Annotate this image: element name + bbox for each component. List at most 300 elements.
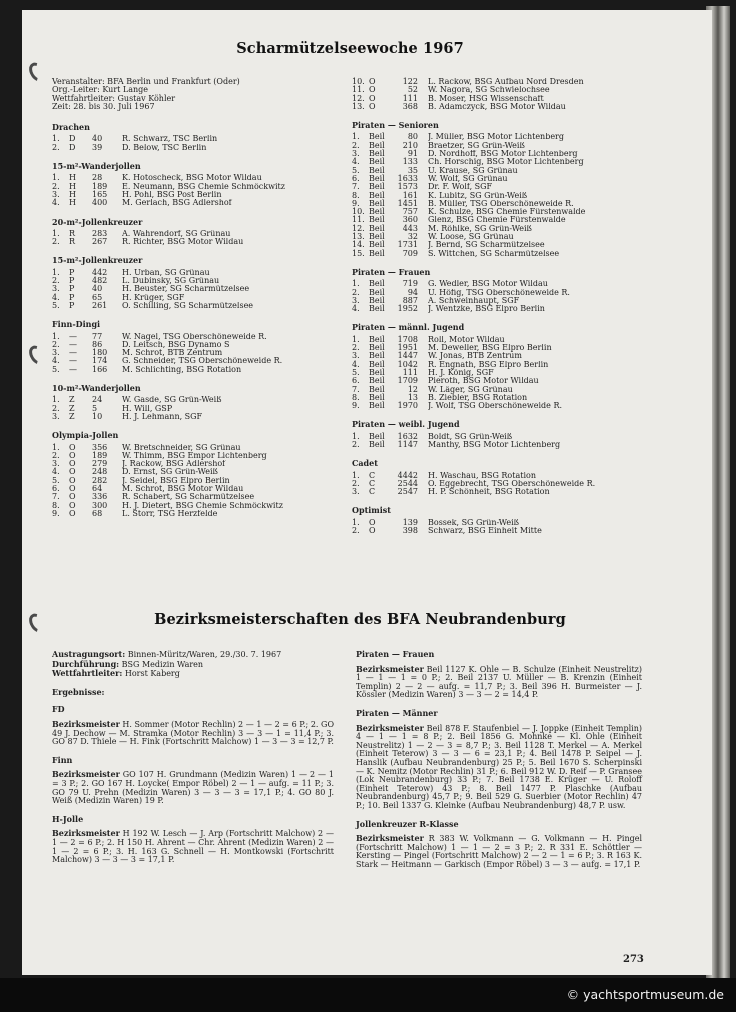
sailor-club: K. Lubitz, SG Grün-Weiß — [428, 191, 528, 200]
sailor-club: G. Schneider, TSG Oberschöneweide R. — [122, 357, 283, 366]
meta-line: Wettfahrtleiter: Gustav Köhler — [52, 93, 176, 103]
right-results — [352, 121, 612, 535]
champion-label: Bezirksmeister — [356, 663, 424, 674]
class-letter: O — [369, 526, 376, 536]
sailor-club: M. Gerlach, BSG Adlershof — [122, 199, 232, 208]
sailor-club: Glenz, BSG Chemie Fürstenwalde — [428, 216, 566, 225]
sailor-club: J. Seidel, BSG Elpro Berlin — [122, 476, 230, 485]
rank: 3. — [52, 348, 60, 358]
sail-number: 210 — [402, 140, 418, 150]
rank: 13. — [352, 101, 365, 111]
rank: 7. — [52, 492, 60, 502]
result-row — [352, 142, 612, 150]
sail-number: 174 — [92, 356, 108, 366]
result-row — [352, 150, 612, 158]
class-letter: Beil — [369, 165, 385, 175]
class-letter: Beil — [369, 215, 385, 225]
sail-number: 757 — [402, 207, 418, 217]
sailor-club: Bossek, SG Grün-Weiß — [428, 518, 519, 527]
meta-label: Durchführung: — [52, 658, 120, 669]
sailor-club: R. Richter, BSG Motor Wildau — [122, 238, 244, 247]
result-section — [352, 459, 612, 496]
result-row — [352, 386, 612, 394]
result-row — [352, 225, 612, 233]
sailor-club: B. Adamczyck, BSG Motor Wildau — [428, 102, 566, 111]
class-letter: Beil — [369, 367, 385, 377]
champion-label: Bezirksmeister — [52, 718, 120, 729]
class-letter: R — [69, 237, 76, 247]
champion-label: Bezirksmeister — [356, 722, 424, 733]
result-section — [52, 256, 352, 310]
class-letter: Beil — [369, 132, 385, 142]
sailor-club: U. Höfig, TSG Oberschöneweide R. — [428, 288, 570, 297]
rank: 4. — [52, 356, 60, 366]
sail-number: 1709 — [397, 376, 418, 386]
section-heading: 15-m²-Wanderjollen — [52, 161, 141, 172]
sail-number: 80 — [407, 132, 418, 142]
bezirk-meta — [52, 650, 334, 679]
sailor-club: M. Deweller, BSG Elpro Berlin — [428, 344, 552, 353]
result-row — [52, 510, 352, 518]
sailor-club: H. Pohl, BSG Post Berlin — [122, 190, 222, 199]
class-letter: Beil — [369, 334, 385, 344]
class-letter: H — [69, 198, 76, 208]
rank: 7. — [352, 182, 360, 192]
class-result — [52, 770, 334, 805]
class-heading: Finn — [52, 754, 73, 765]
champion-label: Bezirksmeister — [52, 828, 120, 839]
rank: 5. — [52, 475, 60, 485]
result-row — [352, 344, 612, 352]
sail-number: 4442 — [397, 470, 418, 480]
sailor-club: M. Schrot, BSG Motor Wildau — [122, 484, 244, 493]
rank: 2. — [352, 439, 360, 449]
rank: 11. — [352, 215, 365, 225]
sail-number: 356 — [92, 442, 108, 452]
result-text: H 192 W. Lesch — J. Arp (Fortschritt Malchow) 2 — 1 — 2 = 6 P.; 2. H 150 H. Ahrent — Chr. Ahrent (Medizin Waren) 2 — 1 — 2 = 6 P.; 3. H. 163 G. Schnell — H. Montkowski (Fortschritt Malchow) 3 — 3 — 3 = 17,1 P. — [52, 829, 334, 865]
result-section — [52, 431, 352, 518]
sailor-club: M. Schlichting, BSG Rotation — [122, 365, 242, 374]
rank: 1. — [352, 431, 360, 441]
rank: 15. — [352, 248, 365, 258]
meta-line: Veranstalter: BFA Berlin und Frankfurt (Oder) — [52, 77, 240, 86]
rank: 14. — [352, 240, 365, 250]
class-letter: O — [69, 475, 76, 485]
sail-number: 261 — [92, 300, 108, 310]
rank: 1. — [352, 334, 360, 344]
result-row — [352, 352, 612, 360]
section-heading: Finn-Dingi — [52, 319, 101, 330]
punch-hole-mark-bottom — [26, 611, 48, 635]
rank: 3. — [52, 284, 60, 294]
result-row — [52, 413, 352, 421]
result-row — [352, 86, 612, 94]
sailor-club: E. Neumann, BSG Chemie Schmöckwitz — [122, 182, 285, 191]
result-row — [352, 369, 612, 377]
sail-number: 5 — [92, 403, 98, 413]
section-heading: Olympia-Jollen — [52, 430, 119, 441]
result-rows — [52, 174, 352, 207]
class-letter: O — [369, 77, 376, 86]
rank: 4. — [52, 292, 60, 302]
class-letter: P — [69, 267, 75, 277]
class-letter: P — [69, 292, 75, 302]
sail-number: 282 — [92, 475, 108, 485]
section-heading: 10-m²-Wanderjollen — [52, 383, 141, 394]
result-row — [352, 433, 612, 441]
sailor-club: K. Hotoscheck, BSG Motor Wildau — [122, 174, 262, 183]
sail-number: 24 — [92, 395, 103, 405]
sail-number: 398 — [402, 526, 418, 536]
result-rows — [52, 230, 352, 247]
sailor-club: Schwarz, BSG Einheit Mitte — [428, 527, 542, 536]
class-letter: — — [69, 364, 77, 374]
class-letter: Beil — [369, 232, 385, 242]
sailor-club: H. P. Schönheit, BSG Rotation — [428, 488, 550, 497]
class-letter: O — [369, 517, 376, 527]
result-row — [352, 95, 612, 103]
section-heading: Piraten — Senioren — [352, 120, 439, 131]
sail-number: 28 — [92, 173, 103, 183]
class-result — [52, 829, 334, 864]
rank: 6. — [352, 173, 360, 183]
rank: 4. — [352, 304, 360, 314]
result-row — [352, 289, 612, 297]
section-heading: Piraten — Frauen — [352, 266, 431, 277]
sail-number: 360 — [402, 215, 418, 225]
class-letter: — — [69, 348, 77, 358]
class-heading: Piraten — Frauen — [356, 649, 435, 659]
class-letter: Beil — [369, 343, 385, 353]
class-result — [356, 665, 642, 700]
rank: 3. — [52, 411, 60, 421]
bezirk-right-results — [356, 650, 642, 869]
class-letter: Beil — [369, 149, 385, 159]
sail-number: 165 — [92, 189, 108, 199]
result-row — [352, 519, 612, 527]
bezirk-left-column — [52, 650, 334, 874]
sailor-club: W. Loose, SG Grünau — [428, 233, 514, 242]
rank: 1. — [52, 331, 60, 341]
rank: 4. — [52, 198, 60, 208]
result-row — [352, 402, 612, 410]
sailor-club: J. Bernd, SG Scharmützelsee — [428, 241, 545, 250]
section-heading: Cadet — [352, 458, 378, 469]
class-letter: P — [69, 300, 75, 310]
class-heading: Jollenkreuzer R-Klasse — [356, 818, 459, 829]
sailor-club: O. Schilling, SG Scharmützelsee — [122, 301, 254, 310]
class-letter: O — [369, 101, 376, 111]
sailor-club: A. Wahrendorf, SG Grünau — [122, 229, 231, 238]
class-heading: FD — [52, 704, 65, 715]
rank: 5. — [52, 300, 60, 310]
result-row — [352, 480, 612, 488]
sailor-club: W. Wolf, SG Grünau — [428, 174, 508, 183]
sail-number: 368 — [402, 101, 418, 111]
sailor-club: O. Eggebrecht, TSG Oberschöneweide R. — [428, 479, 596, 488]
sail-number: 443 — [402, 223, 418, 233]
class-letter: — — [69, 339, 77, 349]
sail-number: 94 — [407, 287, 418, 297]
sail-number: 1451 — [397, 198, 418, 208]
result-rows — [352, 519, 612, 536]
rank: 10. — [352, 207, 365, 217]
result-rows — [352, 433, 612, 450]
sail-number: 86 — [92, 339, 103, 349]
result-rows — [52, 269, 352, 310]
sail-number: 39 — [92, 142, 103, 152]
rank: 2. — [52, 339, 60, 349]
sail-number: 68 — [92, 508, 103, 518]
result-section — [352, 420, 612, 449]
sail-number: 91 — [407, 149, 418, 159]
rank: 12. — [352, 93, 365, 103]
result-text: GO 107 H. Grundmann (Medizin Waren) 1 — 2 — 1 = 3 P.; 2. GO 167 H. Loycke( Empor Röbel) 2 — 1 — aufg. = 11 P.; 3. GO 79 U. Prehn (Medizin Waren) 3 — 3 — 3 = 17,1 P.; 4. GO 80 J. Weiß (Medizin Waren) 19 P. — [52, 770, 334, 806]
result-row — [52, 366, 352, 374]
rank: 1. — [352, 517, 360, 527]
class-letter: Beil — [369, 384, 385, 394]
rank: 3. — [352, 149, 360, 159]
sailor-club: B. Müller, TSG Oberschöneweide R. — [428, 199, 574, 208]
sail-number: 1633 — [397, 173, 418, 183]
sailor-club: R. Schabert, SG Scharmützelsee — [122, 493, 255, 502]
sail-number: 32 — [407, 232, 418, 242]
sailor-club: G. Wedler, BSG Motor Wildau — [428, 280, 548, 289]
sailor-club: M. Schrot, BTB Zentrum — [122, 349, 223, 358]
sailor-club: W. Gasde, SG Grün-Weiß — [122, 396, 222, 405]
rank: 3. — [52, 459, 60, 469]
rank: 2. — [52, 403, 60, 413]
result-section — [352, 121, 612, 258]
result-section — [52, 384, 352, 421]
result-rows — [52, 333, 352, 374]
rank: 3. — [352, 351, 360, 361]
right-column — [352, 78, 612, 535]
sail-number: 161 — [402, 190, 418, 200]
sailor-club: W. Nagora, SG Schwielochsee — [428, 86, 550, 95]
champion-label: Bezirksmeister — [356, 833, 424, 844]
sailor-club: K. Schulze, BSG Chemie Fürstenwalde — [428, 208, 586, 217]
rank: 2. — [52, 181, 60, 191]
sailor-club: J. Müller, BSG Motor Lichtenberg — [428, 133, 565, 142]
rank: 1. — [352, 279, 360, 289]
class-letter: Beil — [369, 240, 385, 250]
result-rows — [352, 472, 612, 497]
rank: 2. — [52, 450, 60, 460]
result-row — [352, 377, 612, 385]
section-heading: Drachen — [52, 122, 90, 133]
title-bezirksmeisterschaften: Bezirksmeisterschaften des BFA Neubrandenburg — [154, 611, 566, 628]
sail-number: 887 — [402, 295, 418, 305]
sail-number: 2544 — [397, 478, 418, 488]
class-letter: O — [69, 467, 76, 477]
result-row — [352, 472, 612, 480]
class-letter: O — [369, 93, 376, 103]
sail-number: 139 — [402, 517, 418, 527]
class-letter: P — [69, 284, 75, 294]
sail-number: 1731 — [397, 240, 418, 250]
sailor-club: Roll, Motor Wildau — [428, 335, 505, 344]
meta-value: Horst Kaberg — [124, 669, 180, 679]
section-heading: Optimist — [352, 505, 391, 516]
class-letter: Beil — [369, 223, 385, 233]
meta-line — [52, 669, 334, 679]
sail-number: 1573 — [397, 182, 418, 192]
sailor-club: H. J. Dietert, BSG Chemie Schmöckwitz — [122, 501, 283, 510]
sailor-club: D. Ernst, SG Grün-Weiß — [122, 468, 218, 477]
sailor-club: R. Engnath, BSG Elpro Berlin — [428, 360, 549, 369]
rank: 1. — [52, 395, 60, 405]
class-letter: Beil — [369, 173, 385, 183]
rank: 9. — [352, 401, 360, 411]
class-letter: H — [69, 189, 76, 199]
rank: 8. — [352, 392, 360, 402]
rank: 1. — [52, 228, 60, 238]
rank: 12. — [352, 223, 365, 233]
sailor-club: U. Krause, SG Grünau — [428, 166, 518, 175]
rank: 6. — [352, 376, 360, 386]
rank: 9. — [52, 508, 60, 518]
rank: 1. — [52, 134, 60, 144]
meta-label: Austragungsort: — [52, 649, 126, 659]
result-section — [352, 323, 612, 410]
result-text: R 383 W. Volkmann — G. Volkmann — H. Pingel (Fortschritt Malchow) 1 — 1 — 2 = 3 P.; 2. R 331 E. Schöttler — Kersting — Pingel (Fortschritt Malchow) 2 — 2 — 1 = 6 P.; 3. R 163 K. Stark — Heitmann — Garkisch (Empor Röbel) 3 — 3 — aufg. = 17,1 P. — [356, 834, 643, 869]
rank: 2. — [352, 287, 360, 297]
class-heading: Piraten — Männer — [356, 707, 438, 718]
sail-number: 482 — [92, 276, 108, 286]
rank: 1. — [52, 173, 60, 183]
class-letter: D — [69, 134, 76, 144]
sail-number: 133 — [402, 157, 418, 167]
sail-number: 111 — [402, 93, 418, 103]
sailor-club: H. J. König, SGF — [428, 368, 494, 377]
class-letter: C — [369, 487, 376, 497]
result-row — [52, 302, 352, 310]
rank: 4. — [52, 467, 60, 477]
rank: 1. — [352, 470, 360, 480]
sail-number: 1970 — [397, 401, 418, 411]
class-letter: Beil — [369, 182, 385, 192]
sailor-club: W. Nagel, TSG Oberschöneweide R. — [122, 332, 267, 341]
punch-hole-mark-middle — [26, 343, 48, 367]
class-letter: Z — [69, 411, 75, 421]
result-row — [352, 233, 612, 241]
sail-number: 111 — [402, 367, 418, 377]
result-text: H. Sommer (Motor Rechlin) 2 — 1 — 2 = 6 P.; 2. GO 49 J. Dechow — M. Stramka (Motor Rechlin) 3 — 3 — 1 = 11,4 P.; 3. GO 87 D. Thiele — H. Fink (Fortschritt Malchow) 1 — 3 — 3 = 12,7 P. — [52, 719, 335, 747]
rank: 2. — [352, 526, 360, 536]
class-result — [52, 720, 334, 747]
left-column — [52, 78, 352, 518]
rank: 5. — [352, 367, 360, 377]
class-letter: O — [69, 508, 76, 518]
sailor-club: W. Bretschneider, SG Grünau — [122, 443, 241, 452]
sail-number: 2547 — [397, 487, 418, 497]
class-result — [356, 724, 642, 811]
bezirk-left-results — [52, 705, 334, 864]
class-letter: Beil — [369, 351, 385, 361]
sail-number: 35 — [407, 165, 418, 175]
sail-number: 1447 — [397, 351, 418, 361]
meta-value: BSG Medizin Waren — [121, 659, 204, 669]
class-letter: Beil — [369, 279, 385, 289]
class-letter: Beil — [369, 304, 385, 314]
sailor-club: W. Thimm, BSG Empor Lichtenberg — [122, 451, 267, 460]
sailor-club: R. Schwarz, TSC Berlin — [122, 135, 218, 144]
result-row — [352, 336, 612, 344]
result-row — [52, 238, 352, 246]
class-letter: Beil — [369, 198, 385, 208]
rank: 5. — [52, 364, 60, 374]
sail-number: 64 — [92, 483, 103, 493]
result-row — [52, 199, 352, 207]
sail-number: 1042 — [397, 359, 418, 369]
sailor-club: D. Nordhoff, BSG Motor Lichtenberg — [428, 150, 578, 159]
sail-number: 336 — [92, 492, 108, 502]
result-row — [352, 158, 612, 166]
class-letter: Beil — [369, 376, 385, 386]
sailor-club: H. Will, GSP — [122, 404, 173, 413]
class-letter: Beil — [369, 157, 385, 167]
rank: 2. — [52, 276, 60, 286]
meta-line: Org.-Leiter: Kurt Lange — [52, 85, 148, 95]
sail-number: 13 — [407, 392, 418, 402]
rank: 5. — [352, 165, 360, 175]
result-text: Beil 1127 K. Ohle — B. Schulze (Einheit Neustrelitz) 1 — 1 — 1 = 0 P.; 2. Beil 2137 U. Müller — B. Krenzin (Einheit Templin) 2 — 2 — aufg. = 11,7 P.; 3. Beil 396 H. Burmeister — J. Kössler (Medizin Waren) 3 — 3 — 2 = 14,4 P. — [356, 664, 643, 700]
class-letter: D — [69, 142, 76, 152]
sail-number: 166 — [92, 364, 108, 374]
class-letter: Beil — [369, 431, 385, 441]
rank: 6. — [52, 483, 60, 493]
olympia-continued — [352, 78, 612, 111]
rank: 8. — [52, 500, 60, 510]
sail-number: 12 — [407, 384, 418, 394]
class-letter: O — [69, 492, 76, 502]
bezirk-right-column — [356, 650, 642, 878]
result-row — [352, 441, 612, 449]
rank: 10. — [352, 77, 365, 86]
result-row — [352, 78, 612, 86]
sail-number: 283 — [92, 228, 108, 238]
sailor-club: Dr. F. Wolf, SGF — [428, 183, 493, 192]
sail-number: 1632 — [397, 431, 418, 441]
champion-label: Bezirksmeister — [52, 769, 120, 780]
class-letter: R — [69, 228, 76, 238]
sail-number: 40 — [92, 284, 103, 294]
class-heading: H-Jolle — [52, 813, 84, 824]
result-row — [352, 250, 612, 258]
result-row — [352, 361, 612, 369]
results-label: Ergebnisse: — [52, 686, 105, 697]
sail-number: 122 — [402, 77, 418, 86]
class-letter: Beil — [369, 392, 385, 402]
rank: 1. — [52, 267, 60, 277]
sail-number: 248 — [92, 467, 108, 477]
class-letter: Z — [69, 403, 75, 413]
sail-number: 40 — [92, 134, 103, 144]
sailor-club: L. Rackow, BSG Aufbau Nord Dresden — [428, 78, 584, 86]
sailor-club: L. Storr, TSG Herzfelde — [122, 509, 218, 518]
class-letter: O — [69, 483, 76, 493]
sailor-club: D. Leitsch, BSG Dynamo S — [122, 340, 230, 349]
result-row — [352, 175, 612, 183]
class-letter: Beil — [369, 295, 385, 305]
section-heading: 15-m²-Jollenkreuzer — [52, 255, 143, 266]
rank: 3. — [52, 189, 60, 199]
meta-value: Binnen-Müritz/Waren, 29./30. 7. 1967 — [127, 650, 282, 659]
sailor-club: Ch. Horschig, BSG Motor Lichtenberg — [428, 158, 584, 167]
rank: 2. — [52, 142, 60, 152]
page-number: 273 — [623, 954, 644, 965]
